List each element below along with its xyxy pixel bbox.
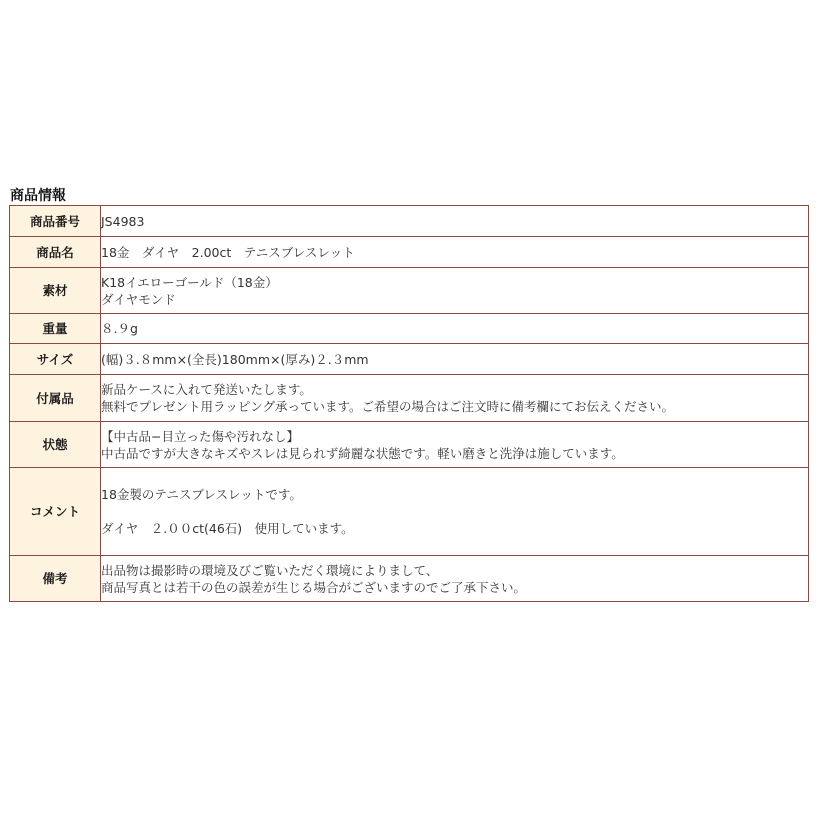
product-name-value: 18金 ダイヤ 2.00ct テニスブレスレット [101, 237, 809, 268]
product-number-label: 商品番号 [10, 206, 101, 237]
section-title: 商品情報 [10, 188, 66, 204]
weight-value: ８.９g [101, 314, 809, 344]
table-row-comment [10, 468, 809, 556]
comment-value [101, 468, 809, 556]
condition-label: 状態 [10, 422, 101, 468]
table-row-product-number [10, 206, 809, 237]
accessories-line: 新品ケースに入れて発送いたします。 [101, 382, 312, 397]
table-row-weight [10, 314, 809, 344]
remarks-value [101, 556, 809, 602]
product-info-table [9, 205, 809, 602]
table-row-remarks [10, 556, 809, 602]
accessories-value [101, 375, 809, 422]
remarks-label: 備考 [10, 556, 101, 602]
product-name-label: 商品名 [10, 237, 101, 268]
comment-line: ダイヤ ２.００ct(46石) 使用しています。 [101, 521, 354, 536]
comment-label: コメント [10, 468, 101, 556]
comment-spacer [101, 503, 808, 520]
condition-line: 【中古品−目立った傷や汚れなし】 [101, 428, 299, 444]
material-line: ダイヤモンド [101, 291, 176, 307]
size-value: (幅)３.８mm×(全長)180mm×(厚み)２.３mm [101, 344, 809, 375]
condition-value [101, 422, 809, 468]
accessories-line: 無料でプレゼント用ラッピング承っています。ご希望の場合はご注文時に備考欄にてお伝えください。 [101, 399, 675, 414]
table-row-size [10, 344, 809, 375]
table-row-material [10, 268, 809, 314]
table-row-accessories [10, 375, 809, 422]
accessories-label: 付属品 [10, 375, 101, 422]
table-row-product-name [10, 237, 809, 268]
remarks-line: 出品物は撮影時の環境及びご覧いただく環境によりまして、 [101, 562, 439, 578]
remarks-line: 商品写真とは若干の色の誤差が生じる場合がございますのでご了承下さい。 [101, 579, 527, 595]
table-row-condition [10, 422, 809, 468]
weight-label: 重量 [10, 314, 101, 344]
product-number-value: JS4983 [101, 206, 809, 237]
material-value [101, 268, 809, 314]
material-line: K18イエローゴールド（18金） [101, 274, 278, 290]
size-label: サイズ [10, 344, 101, 375]
material-label: 素材 [10, 268, 101, 314]
comment-line: 18金製のテニスブレスレットです。 [101, 487, 302, 502]
condition-line: 中古品ですが大きなキズやスレは見られず綺麗な状態です。軽い磨きと洗浄は施しています。 [101, 445, 624, 461]
